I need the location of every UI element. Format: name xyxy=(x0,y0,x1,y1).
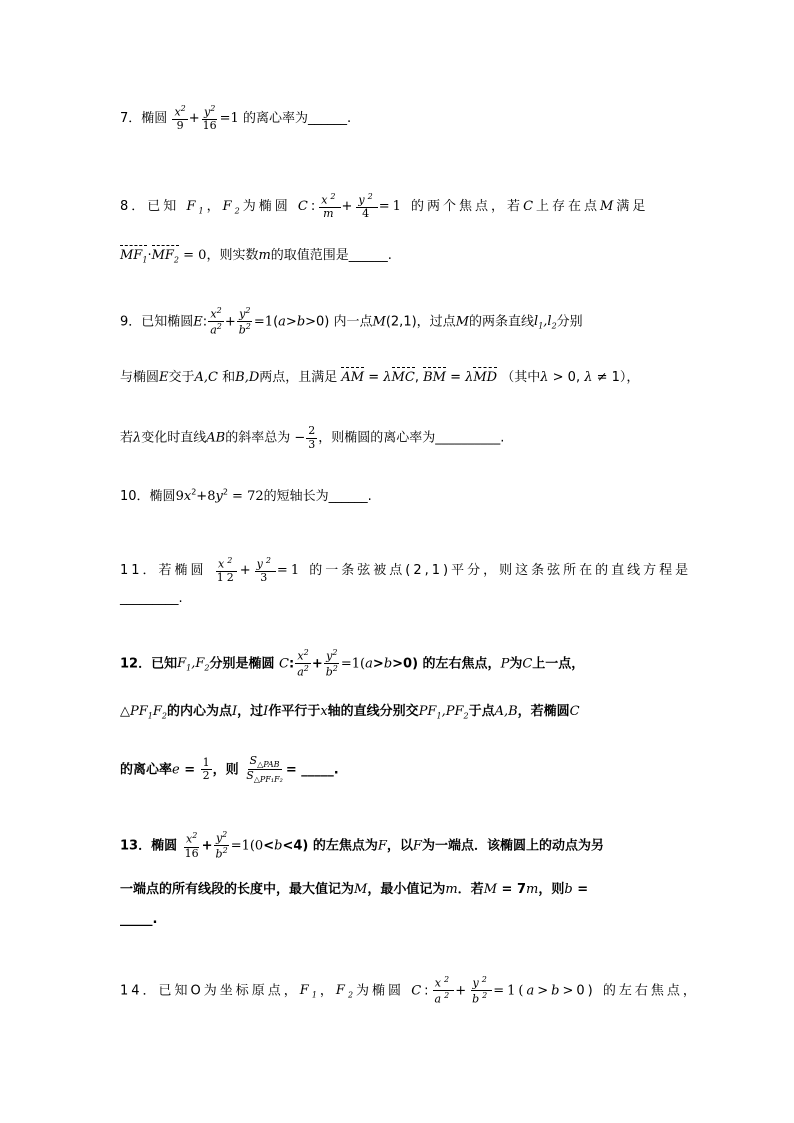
question-12-line-3: 的离心率e = $\frac{1}{2}$ ，则 $\frac{S_{\triangle PAB}}{S_{\triangle PF_1F_2}}$ = _____. xyxy=(120,754,339,785)
question-8-line-2: $MF_1\cdot MF_2 = 0$，则实数m的取值范围是______. xyxy=(120,248,392,265)
question-9-line-3: 若λ变化时直线AB的斜率总为 − $\frac{2}{3}$ ，则椭圆的离心率为__________. xyxy=(120,424,505,451)
question-9-line-2: 与椭圆E交于A,C 和B,D两点，且满足 AM = λMC, BM = λMD （其中λ > 0, λ ≠ 1）， xyxy=(120,370,640,385)
question-10: 10．椭圆$9x^2+8y^2 = 72$的短轴长为______. xyxy=(120,487,372,504)
question-11: 11．若椭圆 $\frac{x^2}{12}$ + $\frac{y^2}{3}$ =1 的一条弦被点(2,1)平分，则这条弦所在的直线方程是 xyxy=(120,556,692,585)
question-12-line-2: $\triangle PF_1F_2$的内心为点I，过I作平行于x轴的直线分别交$PF_1,PF_2$于点A,B，若椭圆C xyxy=(120,704,580,721)
question-12-line-1: 12．已知$F_1,F_2$分别是椭圆 C: $\frac{x^2}{a^2}$ + $\frac{y^2}{b^2}$ =1(a>b>0) 的左右焦点，P为C上一点， xyxy=(120,648,585,679)
question-13-line-1: 13．椭圆 $\frac{x^2}{16}$ + $\frac{y^2}{b^2}$ =1(0<b<4) 的左焦点为F，以F为一端点．该椭圆上的动点为另 xyxy=(120,830,604,861)
question-8-line-1: 8．已知 $F_1$，$F_2$为椭圆 C: $\frac{x^2}{m}$ + $\frac{y^2}{4}$ =1 的两个焦点，若C上存在点M满足 xyxy=(120,192,649,221)
question-13-line-2: 一端点的所有线段的长度中，最大值记为M，最小值记为m．若M = 7m，则b = xyxy=(120,882,589,897)
question-14: 14．已知O为坐标原点，$F_1$，$F_2$为椭圆 C: $\frac{x^2}{a^2}$ + $\frac{y^2}{b^2}$ =1(a>b>0) 的左右焦点， xyxy=(120,975,699,1006)
question-11-line-2: _________. xyxy=(120,591,183,606)
fraction: $\frac{x^2}{9}$ xyxy=(174,104,186,133)
question-13-line-3: _____. xyxy=(120,912,158,927)
question-9-line-1: 9．已知椭圆E: $\frac{x^2}{a^2}$ + $\frac{y^2}{b^2}$ =1(a>b>0) 内一点M(2,1)，过点M的两条直线$l_1,l_2$分别 xyxy=(120,306,583,337)
question-7: 7．椭圆 $\frac{x^2}{9}$ + $\frac{y^2}{16}$ =1 的离心率为______. xyxy=(120,104,352,133)
